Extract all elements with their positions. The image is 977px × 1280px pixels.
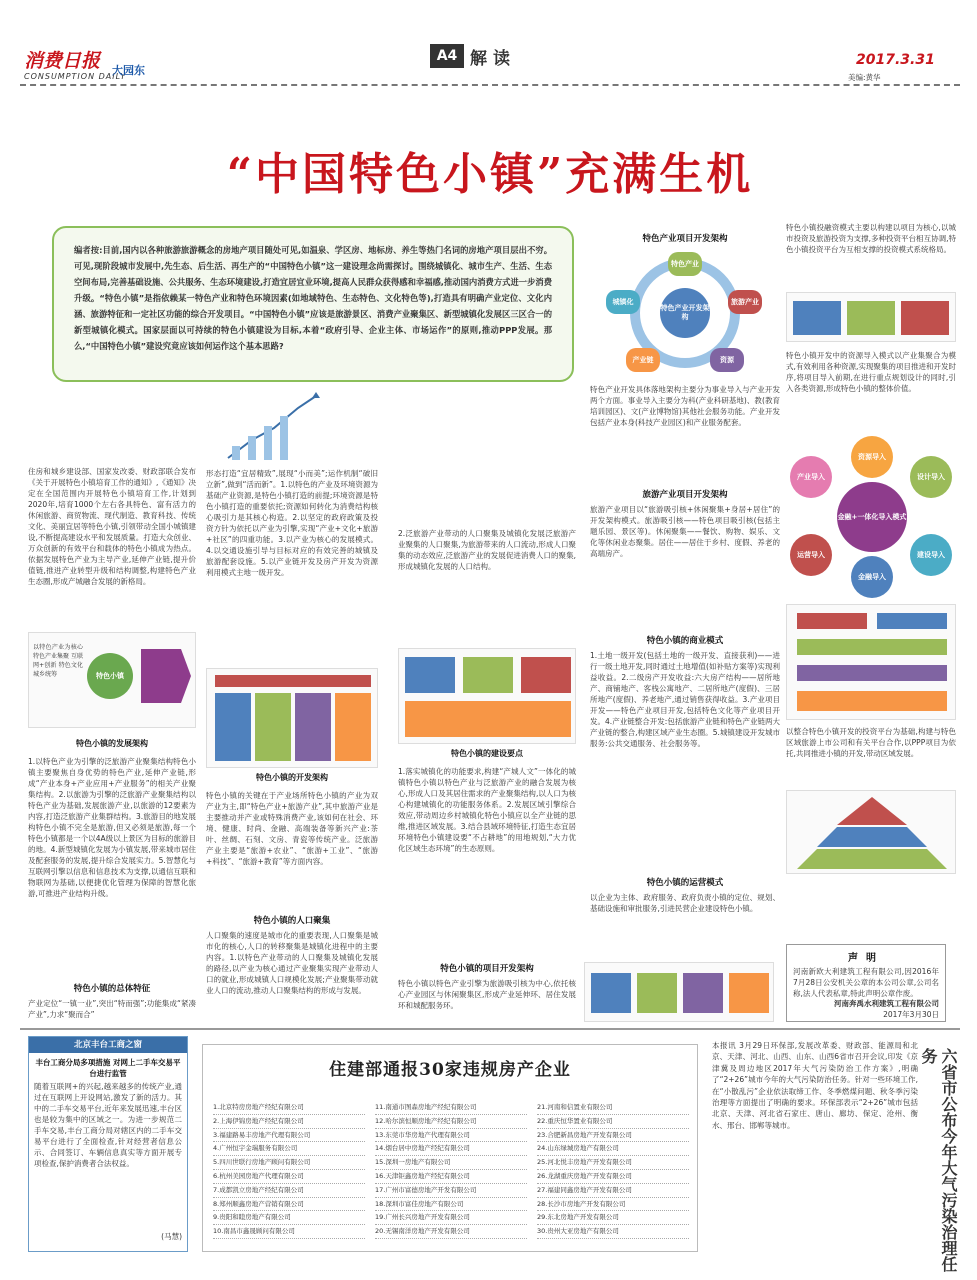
business-model-title: 特色小镇的商业模式 xyxy=(646,636,724,646)
company-item: 4.广州恒宇金瑞服务有限公司 xyxy=(213,1142,365,1156)
project-structure-body: 特色小镇以特色产业引擎为旅游吸引核为中心,依托核心产业园区与休闲聚集区,形成产业延伸环、居住发展环和城配服务环。 xyxy=(398,979,576,1010)
air-pollution-body: 本报讯 3月29日环保部,发展改革委、财政部、能源局和北京、天津、河北、山西、山东、山西6省市召开会议,印发《京津冀及周边地区2017年大气污染防治工作方案》,明确了“2+26”城市今年的大气污染防治任务。针对一些环境工作,在“小散乱污”企业依法取缔工作、冬季燃煤问题、秋冬季污染治理等方面提出了明确的要求。环保部表示“2+26”城市包括北京、天津、河北省石家庄、唐山、廊坊、保定、沧州、衡水、邢台、邯郸等城市。 xyxy=(712,1041,918,1130)
company-item: 21.河南和信置业有限公司 xyxy=(537,1101,689,1115)
platform-bar-1 xyxy=(797,613,867,629)
finance-node-1: 产业导入 xyxy=(790,456,832,498)
company-item: 27.福建同鑫房地产开发有限公司 xyxy=(537,1184,689,1198)
finance-node-3: 设计导入 xyxy=(910,456,952,498)
growth-arrow-icon xyxy=(222,388,322,468)
construction-block-3 xyxy=(521,657,571,693)
column-tag: 大园东 xyxy=(112,64,145,77)
air-pollution-title: 六省市公布今年大气污染治理任务 xyxy=(919,1048,958,1272)
structure-caption: 特色小镇的开发架构 xyxy=(256,773,328,782)
business-model-body: 1.土地一级开发(包括土地的一级开发、直接获利)——进行一级土地开发,同时通过土地增值(如补贴方案等)实现利益收益。2.二级房产开发收益:六大房产结构——居所地产、商铺地产、客栈公寓地产、二居所地产(度假)、三居所地产(度假)、养老地产,通过销售获得收益。3.产业项目开发——特色产业项目开发,包括特色文化等产业项目开发。4.产业链整合开发:包括旅游产业链和特色产业链两大产业链的整合,构建区域产业生态圈。5.城镇建设开发城市服务:公共交通服务、社会服务等。 xyxy=(590,651,780,748)
violation-notice-box xyxy=(202,1044,698,1252)
industry-node-5: 城镇化 xyxy=(606,290,640,314)
operation-model-body: 以企业为主体、政府服务、政府负责小镇的定位、规划、基础设施和审批服务,引进民营企业建设特色小镇。 xyxy=(590,893,780,913)
tourism-project-title: 旅游产业项目开发架构 xyxy=(642,490,728,500)
company-item: 26.龙湖重庆房地产开发有限公司 xyxy=(537,1170,689,1184)
company-item: 17.广州市富德房地产开发有限公司 xyxy=(375,1184,527,1198)
structure-block-3 xyxy=(295,693,331,761)
company-item: 2.上海伊锦房地产经纪有限公司 xyxy=(213,1115,365,1129)
pyramid-diagram xyxy=(786,790,956,874)
col1-body: 1.以特色产业为引擎的泛旅游产业聚集结构特色小镇主要聚焦自身优势的特色产业,延伸产业链,形成“产业本身+产业应用+产业服务”的相关产业聚集结构。2.以旅游为引擎的泛旅游产业聚集结构以特色产业为基础,发展旅游产业,以旅游的12要素为内容,打造泛旅游产业集群结构。3.旅游目的地发展构特色小镇不完全是旅游,但又必须是旅游,每一个特色小镇都是一个以4A级以上景区为目标的旅游目的地。4.新型城镇化发展为小镇发展,带来城市居住及配套服务的发展,提升综合发展实力。5.智慧化与互联网引擎以信息和信息技术为支撑,以通信互联和物联网为基础,以便捷优化管理为保障的智慧化旅游,可推进产业结构升级。 xyxy=(28,757,196,898)
masthead-english: CONSUMPTION DAILY xyxy=(24,72,127,81)
company-item: 3.福建路易丰房地产代理有限公司 xyxy=(213,1129,365,1143)
fengtai-news-box xyxy=(28,1036,188,1252)
development-caption: 特色小镇的发展架构 xyxy=(76,739,148,748)
company-item: 10.南昌市鑫晟顾问有限公司 xyxy=(213,1225,365,1239)
editor-note: 编者按:目前,国内以各种旅游旅游概念的房地产项目随处可见,如温泉、学区房、地标房、养生等热门名词的房地产项目层出不穷。可见,现阶段城市发展中,先生态、后生活、再生产的“中国特色小镇”这一建设理念尚需探讨。围绕城镇化、城市生产、生活、生态空间布局,完善基础设施、公共服务、生态环境建设,打造宜居宜业环境,提高人民群众获得感和幸福感,推动国内消费方式进一步消费升级。“特色小镇”是指依赖某一特色产业和特色环境因素(如地域特色、生态特色、文化特色等),打造具有明确产业定位、文化内涵、旅游特征和一定社区功能的综合开发项目。“中国特色小镇”应该是旅游景区、消费产业聚集区、新型城镇化发展区三区合一的新型城镇化模式。国家层面以可持续的特色小镇建设为目标,本着“政府引导、企业主体、市场运作”的原则,推动PPP发展。那么,“中国特色小镇”建设究竟应该如何运作这个基本思路? xyxy=(52,226,574,382)
company-item: 9.贵阳和睦房地产有限公司 xyxy=(213,1211,365,1225)
development-center-node: 特色小镇 xyxy=(87,653,133,699)
structure-block-1 xyxy=(215,693,251,761)
col1-intro: 住房和城乡建设部、国家发改委、财政部联合发布《关于开展特色小镇培育工作的通知》,《通知》决定在全国范围内开展特色小镇培育工作,计划到2020年,培育1000个左右各具特色、富有活力的休闲旅游、商贸物流、现代制造、教育科技、传统文化、美丽宜居等特色小镇,引领带动全国小城镇建设,不断提高建设水平和发展质量。打造大众创业、万众创新的有效平台和载体的特色小镇成为热点。依据发展特色产业为主导产业,延伸产业链,提升价值链,推进产业转型升级和结构调整,构建特色产业生态圈,形成产城融合发展的新格局。 xyxy=(28,467,196,586)
development-structure-diagram xyxy=(206,668,378,768)
company-item: 19.广州长兴房地产开发有限公司 xyxy=(375,1211,527,1225)
finance-node-4: 建设导入 xyxy=(910,534,952,576)
col4-top: 特色产业开发具体落地架构主要分为事业导入与产业开发两个方面。事业导入主要分为科(产业科研基地)、教(教育培训园区)、文(产业博物馆)其他社会服务功能。产业开发包括产业本身(科技产业园区)和产业服务配套。 xyxy=(590,385,780,427)
overall-features-body: 产业定位“一镇一业”,突出“特而强”;功能集成“紧凑产业”,力求“聚而合” xyxy=(28,999,196,1019)
col3-top: 2.泛旅游产业带动的人口聚集及城镇化发展泛旅游产业聚集的人口聚集,为旅游带来的人口流动,形成人口聚集的动态效应,泛旅游产业的发展促进消费人口的聚集,形成城镇化发展的人口结构。 xyxy=(398,529,576,571)
company-item: 18.深圳市富佳房地产有限公司 xyxy=(375,1198,527,1212)
statement-date: 2017年3月30日 xyxy=(883,1010,939,1019)
company-item: 24.山东绿城房地产有限公司 xyxy=(537,1142,689,1156)
construction-points-diagram xyxy=(398,648,576,744)
company-item: 30.贵州大亚房地产有限公司 xyxy=(537,1225,689,1239)
company-item: 7.成都凯立房地产经纪有限公司 xyxy=(213,1184,365,1198)
flow-block-4 xyxy=(729,973,769,1013)
company-item: 29.东北房地产开发有限公司 xyxy=(537,1211,689,1225)
flow-block-1 xyxy=(591,973,631,1013)
project-flow-diagram xyxy=(584,962,774,1022)
finance-model-diagram xyxy=(790,436,954,598)
col3-body: 1.落实城镇化的功能要求,构建“产城人文”一体化的城镇特色小镇以特色产业与泛旅游产业的融合发展为核心,形成人口及其居住需求的产业聚集结构,以人口为核心构建城镇化的功能服务体系。2.发展区域引擎综合效应,带动周边乡村城镇化特色小镇应以全产业链的思维,推进区域发展。3.结合县域环境特征,打造生态宜居环境特色小镇建设要“不占耕地”的用地规划,“大力优化区域生态环境”的生态原则。 xyxy=(398,767,576,853)
tourism-project-body: 旅游产业项目以“旅游吸引核+休闲聚集+身居+居住”的开发架构模式。旅游吸引核——特色项目吸引核(包括主题乐园、景区等)。休闲聚集——餐饮、购物、娱乐、文化等休闲业态聚集。居住——居住于乡村、度假、养老的高端房产。 xyxy=(590,505,780,558)
section-name: 解读 xyxy=(470,49,516,69)
fengtai-news-author: (马慧) xyxy=(161,1232,182,1241)
development-arrow-block xyxy=(141,649,191,703)
construction-block-base xyxy=(405,701,571,737)
industry-node-4: 产业链 xyxy=(626,348,660,372)
editor-credit: 美编:黄华 xyxy=(848,73,881,82)
fengtai-news-title: 北京丰台工商之窗 xyxy=(29,1037,187,1053)
construction-caption: 特色小镇的建设要点 xyxy=(451,749,523,758)
company-item: 13.东莞市华房地产代理有限公司 xyxy=(375,1129,527,1143)
finance-node-2: 资源导入 xyxy=(851,436,893,478)
company-list-3 xyxy=(537,1101,689,1239)
company-item: 5.四川世联行房地产顾问有限公司 xyxy=(213,1156,365,1170)
industry-node-3: 资源 xyxy=(710,348,744,372)
construction-block-2 xyxy=(463,657,513,693)
pyramid-graphic xyxy=(787,791,957,875)
platform-bar-2 xyxy=(877,613,947,629)
industry-node-2: 旅游产业 xyxy=(728,290,762,314)
company-item: 16.天津钜鑫房地产经纪有限公司 xyxy=(375,1170,527,1184)
company-item: 14.烟台居中房地产经纪有限公司 xyxy=(375,1142,527,1156)
company-list-1 xyxy=(213,1101,365,1239)
development-diagram xyxy=(28,632,196,728)
company-item: 11.南通市图森房地产经纪有限公司 xyxy=(375,1101,527,1115)
structure-bar-top xyxy=(215,675,371,687)
investment-block-1 xyxy=(793,301,841,335)
col5-body3: 以整合特色小镇开发的投资平台为基础,构建与特色区域旅游上市公司和有关平台合作,以PPP项目为依托,共同推进小镇的开发,带动区域发展。 xyxy=(786,727,956,758)
structure-block-2 xyxy=(255,693,291,761)
industry-node-1: 特色产业 xyxy=(668,252,702,276)
bottom-divider xyxy=(20,1028,960,1030)
finance-node-6: 运营导入 xyxy=(790,534,832,576)
company-item: 8.郑州顺鑫房地产营销有限公司 xyxy=(213,1198,365,1212)
company-item: 20.无锡南洋房地产开发有限公司 xyxy=(375,1225,527,1239)
flow-block-2 xyxy=(637,973,677,1013)
company-item: 25.河北悦丰房地产开发有限公司 xyxy=(537,1156,689,1170)
structure-block-4 xyxy=(335,693,371,761)
company-item: 22.重庆恒华置业有限公司 xyxy=(537,1115,689,1129)
company-item: 6.杭州美园房地产代理有限公司 xyxy=(213,1170,365,1184)
platform-bar-5 xyxy=(797,691,947,711)
platform-structure-diagram xyxy=(786,604,956,720)
population-title: 特色小镇的人口聚集 xyxy=(253,916,331,926)
development-diagram-labels: 以特色产业为核心 特色产业集聚 互联网+创新 特色文化 城乡统筹 xyxy=(33,644,83,678)
violation-notice-title: 住建部通报30家违规房产企业 xyxy=(329,1060,571,1080)
overall-features-title: 特色小镇的总体特征 xyxy=(73,984,151,994)
fengtai-news-subtitle: 丰台工商分局多项措施 对网上二手车交易平台进行监管 xyxy=(35,1058,181,1078)
operation-model-title: 特色小镇的运营模式 xyxy=(646,878,724,888)
population-body: 人口聚集的速度是城市化的重要表现,人口聚集是城市化的核心,人口的转移聚集是城镇化进程中的主要内容。1.以特色产业带动的人口聚集及城镇化发展的路径,以产业为核心通过产业聚集实现产业带动人口的就业,形成城镇人口规模化发展;产业聚集带动就业人口的流动,推动人口聚集结构的形成与发展。 xyxy=(206,931,378,995)
company-list-2 xyxy=(375,1101,527,1239)
company-item: 1.北京特房房地产经纪有限公司 xyxy=(213,1101,365,1115)
header-divider xyxy=(20,84,960,87)
industry-cycle-diagram xyxy=(598,248,772,378)
finance-node-5: 金融导入 xyxy=(851,556,893,598)
growth-chart-graphic xyxy=(222,388,322,468)
company-item: 23.合肥新昌房地产开发有限公司 xyxy=(537,1129,689,1143)
investment-platform-diagram xyxy=(786,292,956,342)
col5-top: 特色小镇投融资模式主要以构建以项目为核心,以城市投资及旅游投资为支撑,多种投资平台相互协调,特色小镇投资平台为互相支撑的投资模式系统格局。 xyxy=(786,223,956,254)
col2-top: 形态打造“宜居精致”,展现“小而美”;运作机制“破旧立新”,做到“活而新”。1.以特色的产业及环境资源为基础产业资源,是特色小镇打造的前提;环境资源是特色小镇打造的重要依托;资源如何转化为消费结构核心吸引力是其核心构造。2.以坚定的政府政策及投资方针为依托以产业为引擎,实现“产业+文化+旅游+社区”的四重功能。3.以产业为核心的发展模式。4.以交通设施引导与目标对应的有效完善的城镇及旅游配套设施。5.以产业链开发及房产开发为资源利用模式主地一级开发。 xyxy=(206,469,378,577)
project-structure-title: 特色小镇的项目开发架构 xyxy=(440,964,534,974)
finance-center-node: 金融+一体化导入模式 xyxy=(837,482,907,552)
industry-diagram-title: 特色产业项目开发架构 xyxy=(642,234,728,244)
statement-body: 河南新欧大利建筑工程有限公司,因2016年7月28日公安机关公章的本公司公章,公司名称,法人代表私章,特此声明公章作废。 xyxy=(793,967,939,998)
statement-title: 声明 xyxy=(848,953,884,964)
investment-block-2 xyxy=(847,301,895,335)
company-item: 12.哈尔滨恒顺房地产经纪有限公司 xyxy=(375,1115,527,1129)
fengtai-news-body: 随着互联网+的兴起,越来越多的传统产业,通过在互联网上开设网站,激发了新的活力。其中的二手车交易平台,近年来发展迅速,丰台区也是较为集中的区域之一。为进一步规范二手车交易,丰台工商分局对辖区内的二手车交易平台进行了全面检查,针对经营者信息公示、合同签订、车辆信息真实等方面开展专项检查,保护消费者合法权益。 xyxy=(34,1082,182,1168)
statement-box xyxy=(786,944,946,1022)
masthead-logo: 消费日报 xyxy=(24,50,101,72)
col5-body: 特色小镇开发中的资源导入模式以产业集聚合为模式,有效利用各种资源,实现聚集的项目推进和开发时序,将项目导入前期,在进行重点规划设计的同时,引入各类资源,形成特色小镇的整体价值。 xyxy=(786,351,956,393)
col2-body: 特色小镇的关键在于产业场所特色小镇的产业为双产业为主,即“特色产业+旅游产业”,其中旅游产业是主要推动并产业或特殊消费产业,该如何在社会、环境、健康、时尚、金融、高端装备等新兴产业:茶叶、丝绸、石刻、文房、青瓷等传统产业。泛旅游产业主要是“旅游+农业”、“旅游+工业”、“旅游+科技”、“旅游+教育”等方面内容。 xyxy=(206,791,378,866)
construction-block-1 xyxy=(405,657,455,693)
main-headline: “中国特色小镇”充满生机 xyxy=(226,149,754,200)
statement-sign: 河南奔禹水利建筑工程有限公司 xyxy=(834,999,939,1008)
flow-block-3 xyxy=(683,973,723,1013)
platform-bar-4 xyxy=(797,665,947,681)
investment-block-3 xyxy=(901,301,949,335)
industry-center-node: 特色产业开发架构 xyxy=(660,288,710,338)
platform-bar-3 xyxy=(797,639,947,655)
company-item: 15.深圳一房地产有限公司 xyxy=(375,1156,527,1170)
page-number: A4 xyxy=(430,44,464,68)
company-item: 28.长沙市房地产开发有限公司 xyxy=(537,1198,689,1212)
issue-date: 2017.3.31 xyxy=(856,52,935,68)
